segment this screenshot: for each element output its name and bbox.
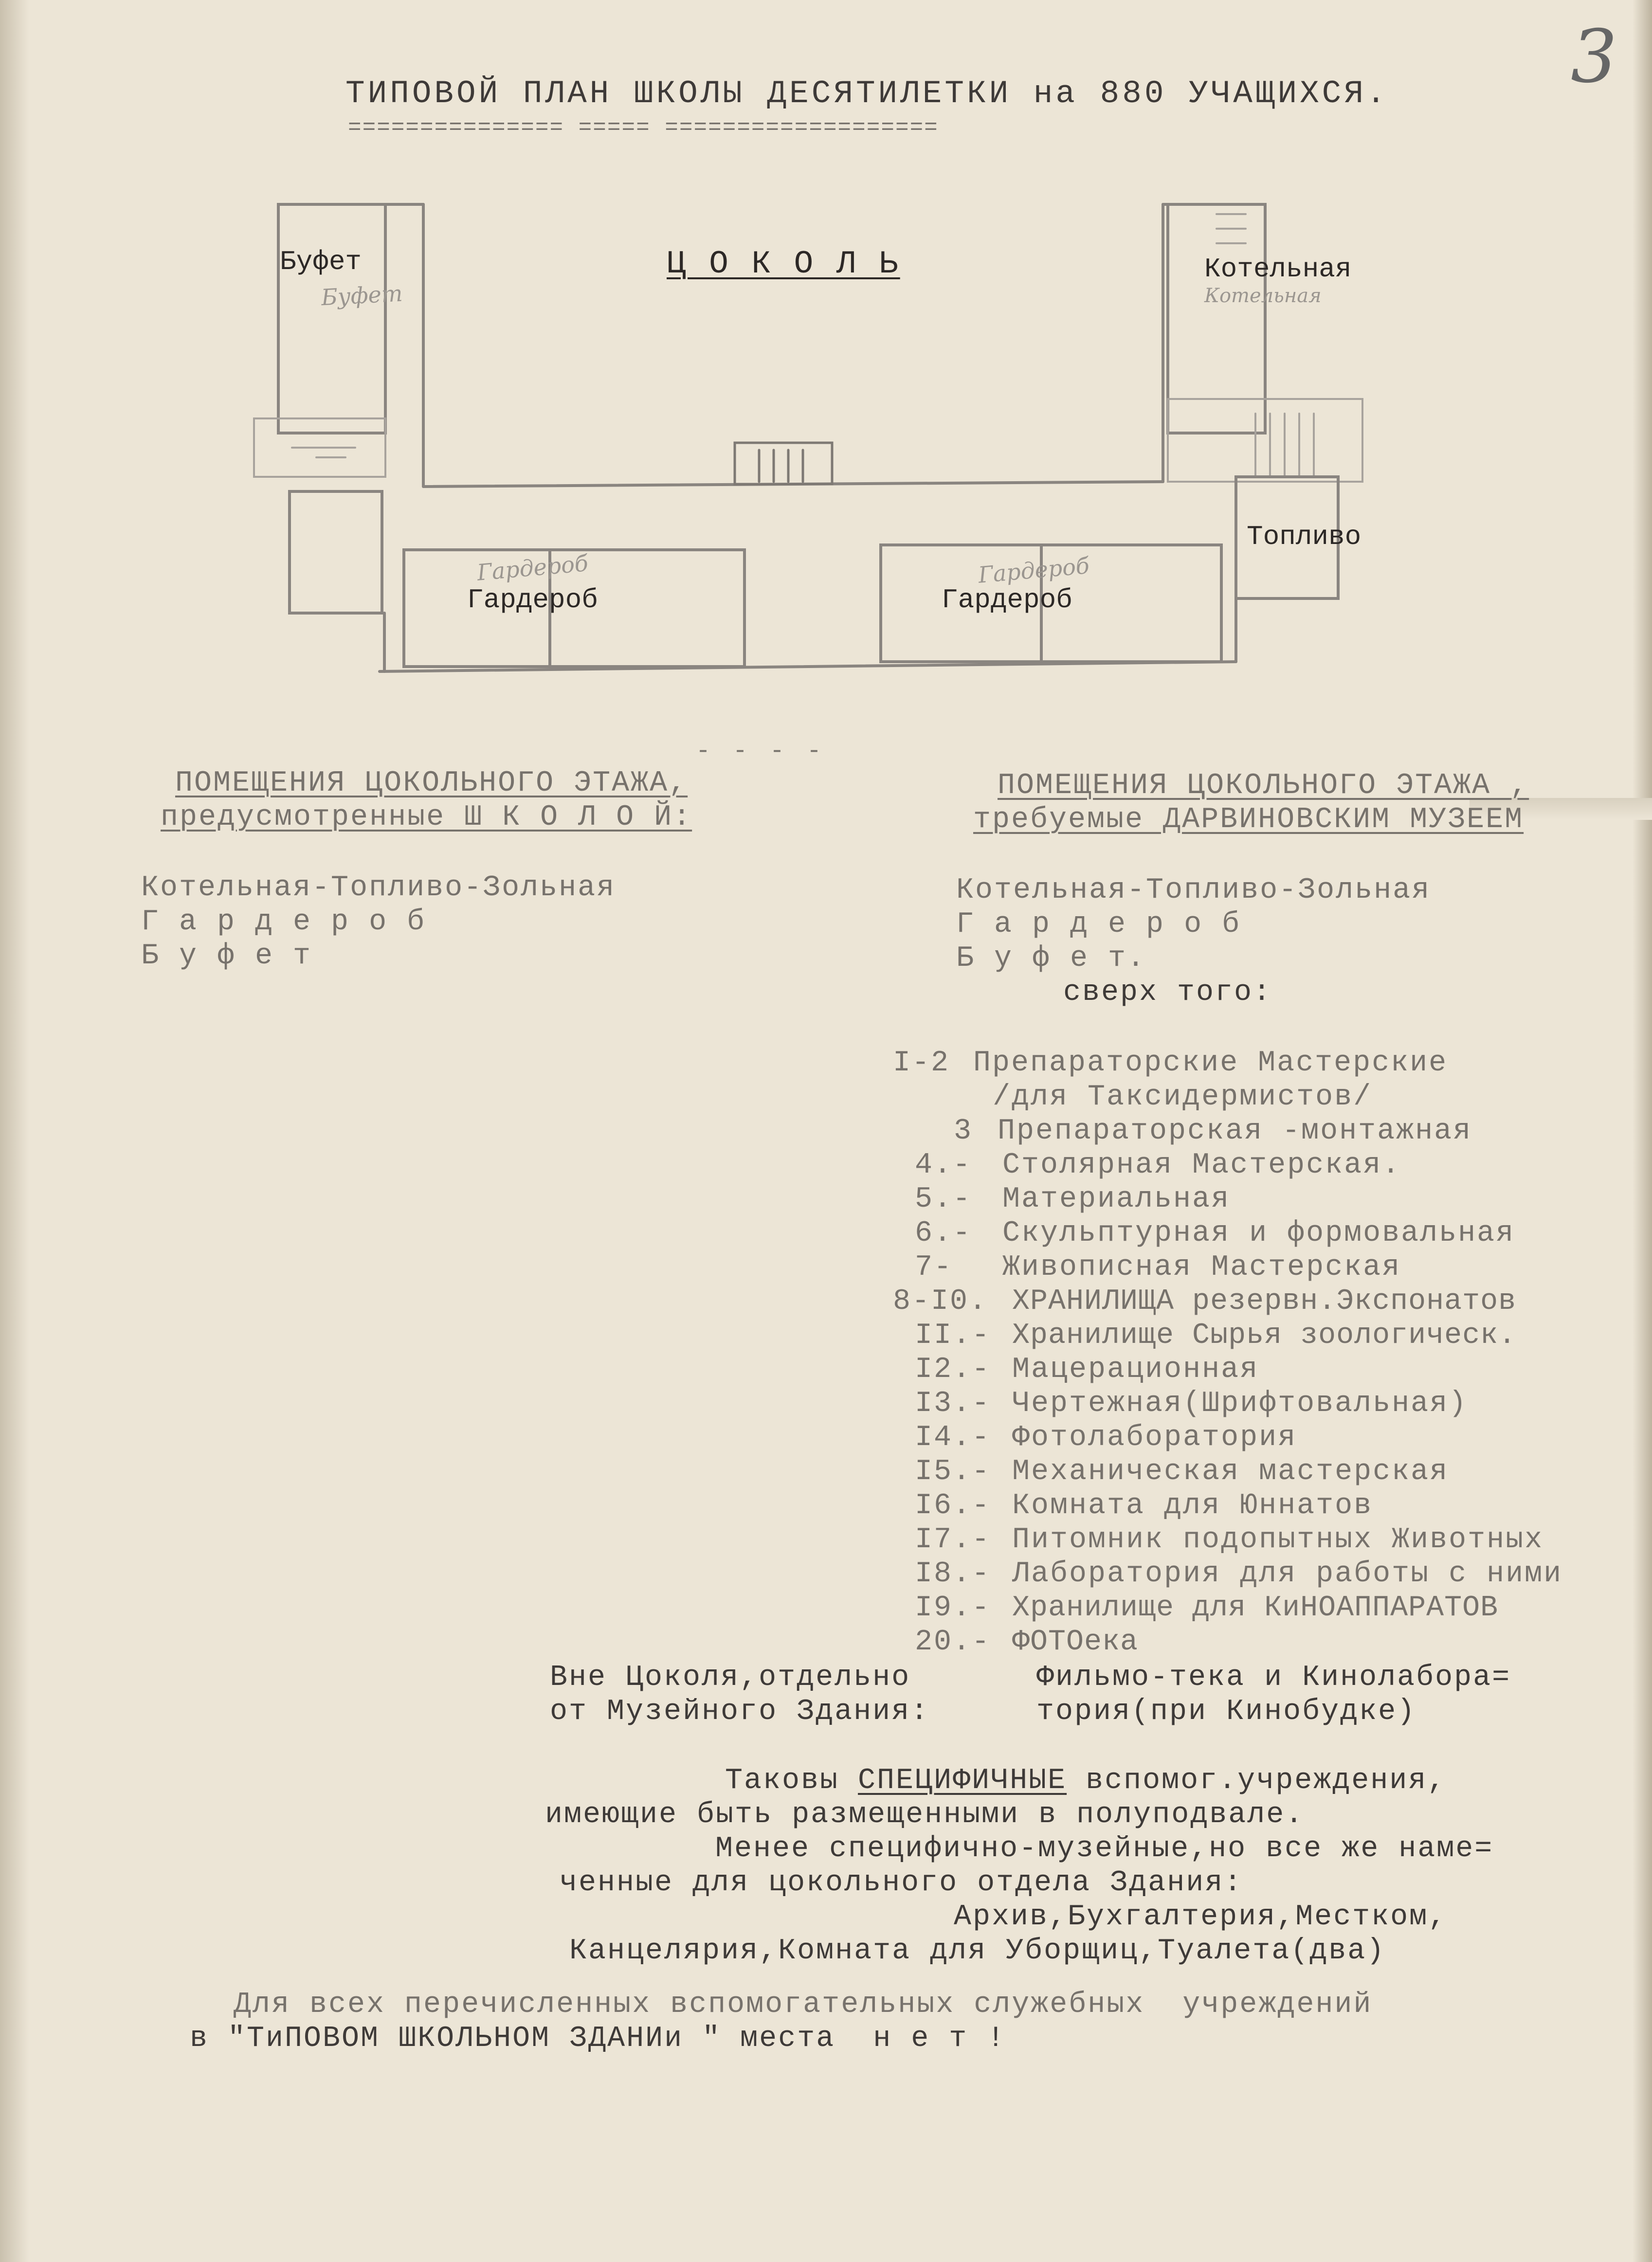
conclusion-line-2: в "ТиПОВОМ ШКОЛЬНОМ ЗДАНИи " места н е т ! — [190, 2022, 1006, 2055]
list-item-num: 5.- — [915, 1183, 972, 1216]
right-extra-heading: сверх того: — [1063, 976, 1272, 1009]
right-item-2: Г а р д е р о б — [956, 908, 1241, 941]
left-heading-line-1: ПОМЕЩЕНИЯ ЦОКОЛЬНОГО ЭТАЖА, — [175, 767, 688, 800]
conclusion-line-1: Для всех перечисленных вспомогательных служебных учреждений — [234, 1988, 1373, 2021]
list-item-num: I5.- — [915, 1455, 991, 1488]
list-item-num: I8.- — [915, 1557, 991, 1591]
list-item-text: Питомник подопытных Животных — [1012, 1523, 1544, 1556]
list-item-num: 7- — [915, 1251, 953, 1284]
right-heading-line-2: требуемые ДАРВИНОВСКИМ МУЗЕЕМ — [973, 803, 1524, 836]
paragraph-line-1 — [725, 1766, 1446, 1795]
pencil-note-boiler: Котельная — [1204, 285, 1322, 307]
left-item-3: Б у ф е т — [141, 940, 312, 973]
right-heading-line-1: ПОМЕЩЕНИЯ ЦОКОЛЬНОГО ЭТАЖА , — [998, 769, 1529, 802]
list-item-text: Комната для Юннатов — [1012, 1489, 1373, 1522]
paragraph-text: Таковы — [725, 1764, 858, 1797]
left-item-2: Г а р д е р о б — [141, 905, 426, 939]
outside-right-line-2: тория(при Кинобудке) — [1036, 1695, 1416, 1728]
plan-label-buffet: Буфет — [280, 246, 362, 277]
pencil-note-buffet: Буфет — [320, 280, 403, 311]
list-item-text: ФОТОека — [1012, 1626, 1139, 1659]
title-underline-rule: =============== ===== =================== — [348, 115, 939, 141]
list-item-num: 4.- — [915, 1149, 972, 1182]
plan-label-cloakroom-right: Гардероб — [942, 584, 1072, 615]
plan-buffet-block — [278, 204, 385, 433]
paragraph-line-2: имеющие быть размещенными в полуподвале. — [545, 1798, 1305, 1831]
list-item-num: I9.- — [915, 1592, 991, 1625]
list-item-text: Чертежная(Шрифтовальная) — [1012, 1387, 1468, 1420]
list-item-num: I7.- — [915, 1523, 991, 1556]
list-item-text: Материальная — [1002, 1183, 1231, 1216]
outside-right-line-1: Фильмо-тека и Кинолабора= — [1036, 1661, 1511, 1694]
plan-label-boiler: Котельная — [1204, 253, 1352, 285]
plan-left-lower-block — [290, 491, 382, 613]
paragraph-text: вспомог.учреждения, — [1067, 1764, 1447, 1797]
emphasis-specific: СПЕЦИФИЧНЫЕ — [858, 1764, 1067, 1797]
list-item-text: Мацерационная — [1012, 1353, 1259, 1386]
pencil-note-cloak-right: Гардероб — [977, 552, 1090, 588]
list-item-num: 20.- — [915, 1626, 991, 1659]
section-separator: - - - - — [696, 738, 826, 765]
list-item-text: Хранилище для КиНОАППАРАТОВ — [1012, 1592, 1499, 1625]
outside-left-line-1: Вне Цоколя,отдельно — [550, 1661, 911, 1694]
right-item-3: Б у ф е т. — [956, 942, 1146, 975]
list-item-text: Препараторские Мастерские — [973, 1047, 1448, 1080]
left-heading-line-2: предусмотренные Ш К О Л О Й: — [161, 801, 692, 834]
list-item-text: ХРАНИЛИЩА резервн.Экспонатов — [1012, 1285, 1517, 1318]
list-item-num: I2.- — [915, 1353, 991, 1386]
list-item-num: I-2 — [893, 1047, 950, 1080]
list-item-text: Механическая мастерская — [1012, 1455, 1449, 1488]
list-item-num: 3 — [954, 1115, 973, 1148]
list-item-text: Фотолаборатория — [1012, 1421, 1297, 1454]
outside-left-line-2: от Музейного Здания: — [550, 1695, 930, 1728]
list-item-text: Живописная Мастерская — [1002, 1251, 1401, 1284]
paragraph-line-4: ченные для цокольного отдела Здания: — [560, 1866, 1243, 1900]
list-item-num: II.- — [915, 1319, 991, 1352]
list-item-text: Столярная Мастерская. — [1002, 1149, 1401, 1182]
list-item-text: Лаборатория для работы с ними — [1012, 1557, 1563, 1591]
list-item-text: Препараторская -монтажная — [998, 1115, 1472, 1148]
paragraph-line-5: Архив,Бухгалтерия,Местком, — [954, 1900, 1448, 1934]
list-item-text: Скульптурная и формовальная — [1002, 1217, 1515, 1250]
list-item-num: 8-I0. — [893, 1285, 988, 1318]
page-title: ТИПОВОЙ ПЛАН ШКОЛЫ ДЕСЯТИЛЕТКИ на 880 УЧАЩИХСЯ. — [345, 75, 1389, 112]
page-left-edge — [0, 0, 29, 2262]
list-item-num: I6.- — [915, 1489, 991, 1522]
list-item-text: Хранилище Сырья зоологическ. — [1012, 1319, 1517, 1352]
right-item-1: Котельная-Топливо-Зольная — [956, 874, 1431, 907]
plan-heading-basement: Ц О К О Л Ь — [667, 246, 900, 282]
page-number: 3 — [1571, 15, 1617, 99]
list-item-num: I3.- — [915, 1387, 991, 1420]
list-item-num: 6.- — [915, 1217, 972, 1250]
paragraph-line-3: Менее специфично-музейные,но все же наме= — [715, 1832, 1494, 1865]
paragraph-line-6: Канцелярия,Комната для Уборщиц,Туалета(два) — [569, 1935, 1386, 1968]
page-right-edge — [1633, 0, 1652, 2262]
plan-label-fuel: Топливо — [1247, 521, 1362, 552]
pencil-note-cloak-left: Гардероб — [476, 550, 589, 586]
plan-label-cloakroom-left: Гардероб — [467, 584, 598, 615]
left-item-1: Котельная-Топливо-Зольная — [141, 871, 616, 905]
list-item-text: /для Таксидермистов/ — [993, 1081, 1373, 1114]
list-item-num: I4.- — [915, 1421, 991, 1454]
